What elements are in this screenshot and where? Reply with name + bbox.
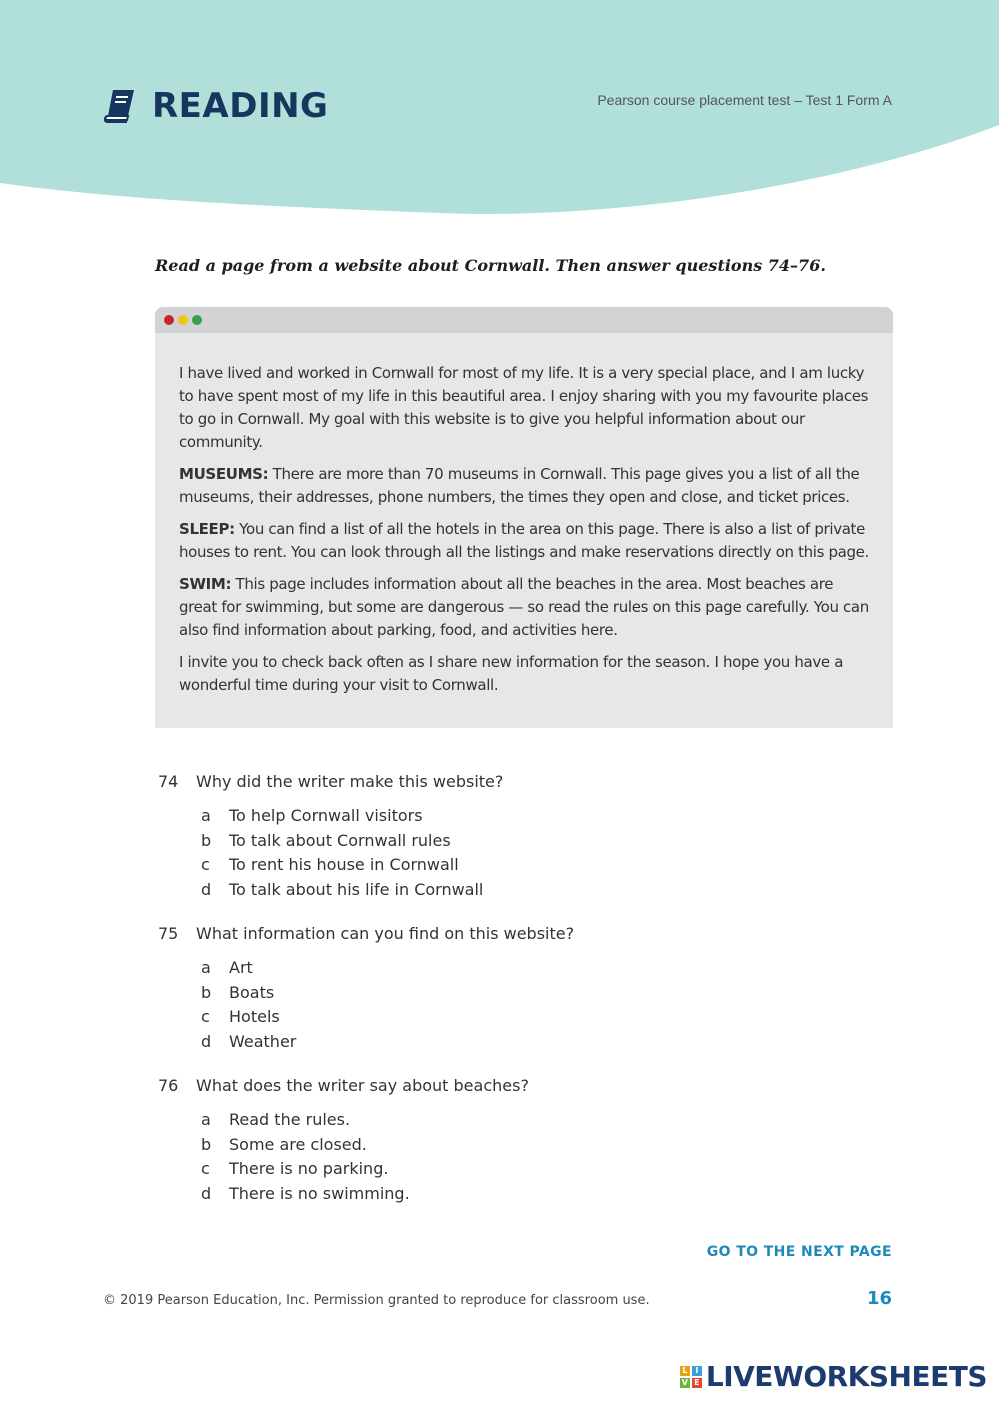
answer-option-d[interactable]: d There is no swimming. bbox=[201, 1183, 410, 1203]
answer-option-b[interactable]: b Boats bbox=[201, 982, 275, 1002]
page-number: 16 bbox=[866, 1288, 892, 1309]
answer-option-c[interactable]: c There is no parking. bbox=[201, 1159, 389, 1178]
question-number: 75 bbox=[158, 924, 179, 943]
answer-option-b[interactable]: b To talk about Cornwall rules bbox=[201, 830, 451, 850]
book-icon bbox=[104, 89, 136, 123]
question-74 bbox=[155, 770, 574, 902]
questions-list bbox=[155, 770, 574, 1226]
sleep-heading: SLEEP: bbox=[179, 520, 235, 538]
question-text: What does the writer say about beaches? bbox=[196, 1076, 529, 1095]
sleep-text: You can find a list of all the hotels in the area on this page. There is also a list of private houses to rent. You can look through all the listings and make reservations directly on this page. bbox=[179, 520, 869, 561]
answer-option-b[interactable]: b Some are closed. bbox=[201, 1134, 367, 1154]
sleep-paragraph bbox=[179, 518, 869, 564]
question-number: 74 bbox=[158, 772, 179, 791]
question-75 bbox=[155, 922, 574, 1054]
liveworksheets-name: LIVEWORKSHEETS bbox=[705, 1360, 987, 1393]
answer-option-d[interactable]: d To talk about his life in Cornwall bbox=[201, 879, 484, 899]
answer-option-a[interactable]: a To help Cornwall visitors bbox=[201, 806, 423, 825]
answer-option-c[interactable]: c Hotels bbox=[201, 1007, 280, 1026]
liveworksheets-brand bbox=[680, 1360, 987, 1393]
test-name: Pearson course placement test – Test 1 Form A bbox=[597, 92, 892, 108]
answer-option-a[interactable]: a Art bbox=[201, 958, 253, 977]
museums-paragraph bbox=[179, 463, 869, 509]
question-76 bbox=[155, 1074, 574, 1206]
answer-option-d[interactable]: d Weather bbox=[201, 1031, 297, 1051]
liveworksheets-logo-icon: L I V E bbox=[680, 1366, 702, 1388]
question-text: Why did the writer make this website? bbox=[196, 772, 504, 791]
answer-options bbox=[155, 804, 574, 902]
answer-option-c[interactable]: c To rent his house in Cornwall bbox=[201, 855, 459, 874]
website-mockup bbox=[155, 307, 893, 728]
browser-title-bar bbox=[155, 307, 893, 333]
answer-options bbox=[155, 1108, 574, 1206]
close-dot-icon bbox=[164, 315, 174, 325]
question-text: What information can you find on this website? bbox=[196, 924, 575, 943]
website-text bbox=[155, 333, 893, 697]
swim-paragraph bbox=[179, 573, 869, 642]
next-page-link[interactable]: GO TO THE NEXT PAGE bbox=[706, 1244, 892, 1260]
minimize-dot-icon bbox=[178, 315, 188, 325]
section-header bbox=[104, 86, 328, 126]
answer-options bbox=[155, 956, 574, 1054]
maximize-dot-icon bbox=[192, 315, 202, 325]
swim-heading: SWIM: bbox=[179, 575, 232, 593]
swim-text: This page includes information about all the beaches in the area. Most beaches are great for swimming, but some are dangerous — so read the rules on this page carefully. You can also find information about parking, food, and activities here. bbox=[179, 575, 869, 639]
copyright-notice: © 2019 Pearson Education, Inc. Permission granted to reproduce for classroom use. bbox=[103, 1293, 650, 1308]
museums-text: There are more than 70 museums in Cornwall. This page gives you a list of all the museums, their addresses, phone numbers, the times they open and close, and ticket prices. bbox=[179, 465, 860, 506]
question-number: 76 bbox=[158, 1076, 179, 1095]
intro-paragraph: I have lived and worked in Cornwall for most of my life. It is a very special place, and I am lucky to have spent most of my life in this beautiful area. I enjoy sharing with you my favourite places to go in Cornwall. My goal with this website is to give you helpful information about our community. bbox=[179, 364, 869, 451]
answer-option-a[interactable]: a Read the rules. bbox=[201, 1110, 351, 1129]
instruction: Read a page from a website about Cornwall. Then answer questions 74–76. bbox=[155, 256, 826, 275]
closing-paragraph: I invite you to check back often as I share new information for the season. I hope you have a wonderful time during your visit to Cornwall. bbox=[179, 653, 844, 694]
section-title: READING bbox=[152, 86, 329, 126]
museums-heading: MUSEUMS: bbox=[179, 465, 269, 483]
